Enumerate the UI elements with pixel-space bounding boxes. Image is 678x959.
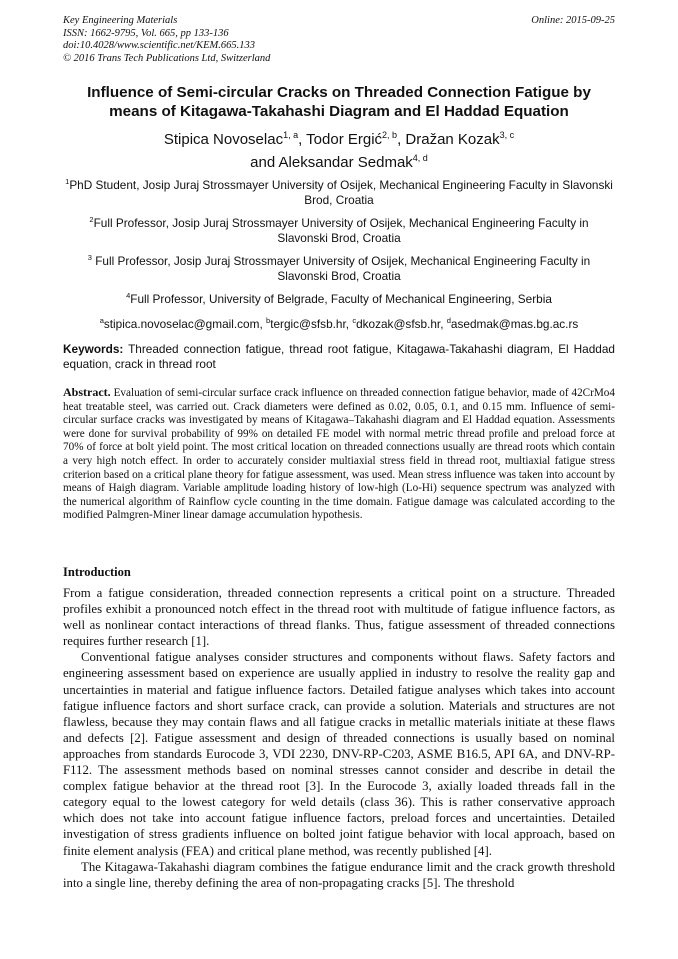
- email-list: [63, 317, 615, 332]
- paragraph: From a fatigue consideration, threaded connection represents a critical point on a structure. Threaded profiles exhibit a pronounced notch effect in the thread root with multitude of fatigue influence factors, as well as nonlinear contact interactions of thread flanks. Thus, fatigue assessment of threaded connections requires further research [1].: [63, 586, 615, 649]
- affiliations: [63, 178, 615, 332]
- email-sup: c: [352, 316, 357, 326]
- online-date: Online: 2015-09-25: [531, 15, 615, 26]
- journal-header: [63, 15, 270, 65]
- author-sup: 2, b: [382, 130, 398, 140]
- author-separator: ,: [397, 131, 406, 148]
- author-line-1: [63, 128, 615, 151]
- email-separator: ,: [345, 317, 353, 331]
- author-sup: 1, a: [283, 130, 299, 140]
- author-name: Todor Ergić: [306, 131, 383, 148]
- affiliation-sup: 4: [126, 291, 131, 301]
- email-sup: b: [266, 316, 271, 326]
- email-link[interactable]: stipica.novoselac@gmail.com: [103, 317, 260, 331]
- author-and: and: [250, 154, 279, 171]
- abstract-label: Abstract.: [63, 385, 111, 399]
- affiliation-text: Full Professor, Josip Juraj Strossmayer University of Osijek, Mechanical Engineering Faculty in Slavonski Brod, Croatia: [93, 216, 589, 245]
- affiliation-sup: 3: [87, 253, 92, 263]
- affiliation-sup: 1: [65, 177, 70, 187]
- email-link[interactable]: dkozak@sfsb.hr: [356, 317, 441, 331]
- affiliation-text: Full Professor, Josip Juraj Strossmayer University of Osijek, Mechanical Engineering Faculty in Slavonski Brod, Croatia: [91, 254, 591, 283]
- paper-title: Influence of Semi-circular Cracks on Threaded Connection Fatigue by means of Kitagawa-Takahashi Diagram and El Haddad Equation: [87, 84, 591, 120]
- affiliation-3: [63, 254, 615, 284]
- author-line-2: [63, 151, 615, 174]
- keywords: [63, 342, 615, 372]
- affiliation-4: [63, 292, 615, 307]
- email-link[interactable]: tergic@sfsb.hr: [270, 317, 346, 331]
- affiliation-sup: 2: [89, 215, 94, 225]
- keywords-text: Threaded connection fatigue, thread root fatigue, Kitagawa-Takahashi diagram, El Haddad equation, crack in thread root: [63, 342, 615, 371]
- author-sup: 4, d: [412, 153, 428, 163]
- email-link[interactable]: asedmak@mas.bg.ac.rs: [450, 317, 579, 331]
- affiliation-1: [63, 178, 615, 208]
- email-sup: a: [99, 316, 104, 326]
- keywords-label: Keywords:: [63, 342, 124, 356]
- section-heading: Introduction: [63, 565, 131, 579]
- author-sup: 3, c: [499, 130, 515, 140]
- email-sup: d: [446, 316, 451, 326]
- author-separator: ,: [298, 131, 307, 148]
- doi-line[interactable]: doi:10.4028/www.scientific.net/KEM.665.133: [63, 40, 255, 51]
- abstract: [63, 386, 615, 523]
- affiliation-text: Full Professor, University of Belgrade, Faculty of Mechanical Engineering, Serbia: [130, 292, 552, 306]
- affiliation-2: [63, 216, 615, 246]
- author-name: Aleksandar Sedmak: [278, 154, 413, 171]
- body-text: [63, 585, 615, 891]
- author-list: [63, 128, 615, 174]
- abstract-text: Evaluation of semi-circular surface crack influence on threaded connection fatigue behavior, made of 42CrMo4 heat treatable steel, was carried out. Crack diameters were defined as 0.02, 0.05, 0.1, and 0.15 mm. Influence of semi-circular surface cracks was investigated by means of Kitagawa–Takahashi diagram and El Haddad equation. Assessments were done for survival probability of 99% on detailed FE model with normal metric thread profile and preload force at 70% of force at bolt yield point. The most critical location on threaded connections usually are thread roots which contain a very high notch effect. In order to accurately consider multiaxial stress field in thread root, multiaxial fatigue stress criterion based on a critical plane theory for fatigue assessment, was used. Mean stress influence was taken into account by means of Haigh diagram. Variable amplitude loading history of low-high (Lo-Hi) sequence spectrum was analyzed with the numerical algorithm of Rainflow cycle counting in the time domain. Fatigue damage was calculated according to the modified Palmgren-Miner linear damage accumulation hypothesis.: [63, 387, 615, 522]
- issn-line: ISSN: 1662-9795, Vol. 665, pp 133-136: [63, 27, 229, 39]
- paragraph: The Kitagawa-Takahashi diagram combines the fatigue endurance limit and the crack growth threshold into a single line, thereby defining the area of non-propagating cracks [5]. The threshold: [63, 859, 615, 890]
- author-name: Dražan Kozak: [405, 131, 500, 148]
- journal-name: Key Engineering Materials: [63, 15, 178, 26]
- email-separator: ,: [259, 317, 267, 331]
- author-name: Stipica Novoselac: [163, 131, 284, 148]
- email-separator: ,: [440, 317, 447, 331]
- paragraph: Conventional fatigue analyses consider structures and components without flaws. Safety factors and engineering assessment based on experience are usually applied in industry to resolve the reality gap and uncertainties in material and fatigue influence factors. Detailed fatigue analyses which takes into account fatigue influence factors and short surface crack, can provide a solution. Materials and structures are not flawless, because they may contain flaws and all fatigue cracks in metallic materials initiate at these flaws and defects [2]. Fatigue assessment and design of threaded connections is usually based on nominal approaches from standards Eurocode 3, VDI 2230, DNV-RP-C203, ASME B16.5, API 6A, and DNV-RP-F112. The assessment methods based on nominal stresses cannot consider and describe in detail the complex fatigue behavior at the thread root [3]. In the Eurocode 3, axially loaded threads fall in the category equal to the lowest category for weld details (class 36). This is rather conservative approach which does not take into account fatigue influence factors, preload forces and uncertainties. Detailed investigation of stress gradients influence on bolted joint fatigue behavior with local approach, based on finite element analysis (FEA) and critical plane method, was recently published [4].: [63, 650, 615, 858]
- copyright-line: © 2016 Trans Tech Publications Ltd, Switzerland: [63, 52, 271, 64]
- affiliation-text: PhD Student, Josip Juraj Strossmayer University of Osijek, Mechanical Engineering Faculty in Slavonski Brod, Croatia: [69, 178, 613, 207]
